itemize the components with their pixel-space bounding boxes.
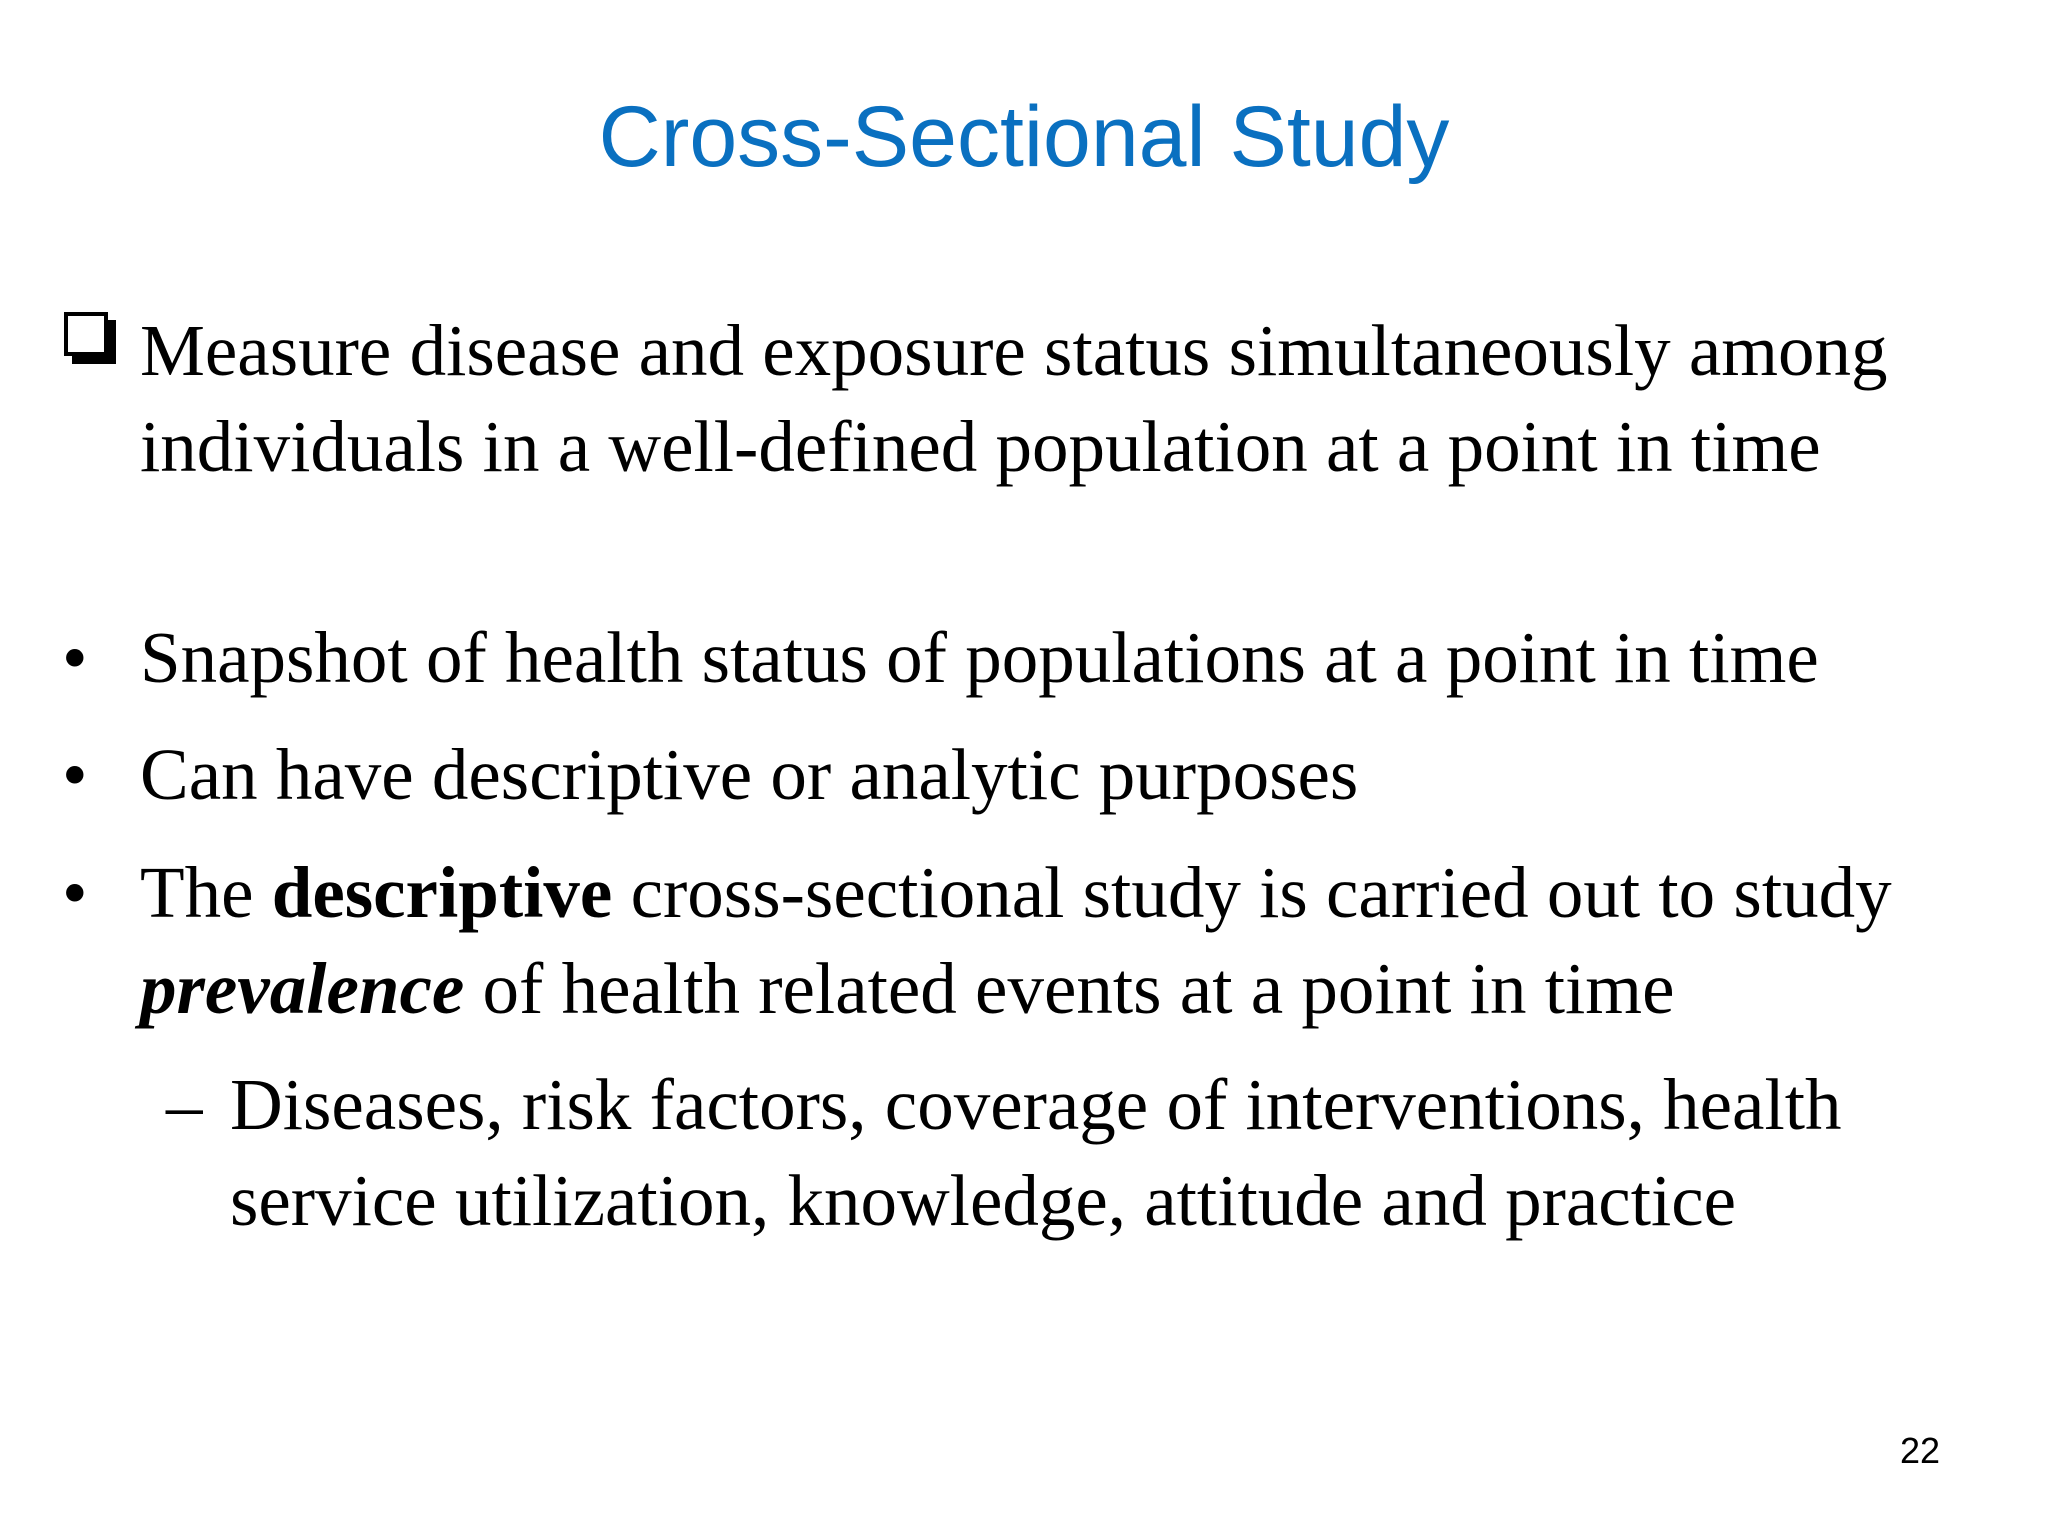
page-number: 22: [1899, 1430, 1940, 1471]
bullet-2-text: Can have descriptive or analytic purposes: [140, 734, 1359, 815]
bullet-3-emphasis-prevalence: prevalence: [140, 948, 465, 1029]
bullet-3-part-3: cross-sectional study is carried out to study: [612, 852, 1892, 933]
bullet-3-text: [140, 845, 2020, 1037]
sub-bullet-1-text: Diseases, risk factors, coverage of interventions, health service utilization, knowledge, attitude and practice: [230, 1064, 1842, 1241]
bullet-marker-3: •: [62, 852, 88, 933]
main-point-text: Measure disease and exposure status simultaneously among individuals in a well-defined population at a point in time: [140, 310, 1888, 487]
bullet-marker-2: •: [62, 734, 88, 815]
slide-title: Cross-Sectional Study: [598, 89, 1450, 185]
bullet-3-part-1: The: [140, 852, 272, 933]
bullet-marker-1: •: [62, 617, 88, 698]
bullet-3-emphasis-descriptive: descriptive: [271, 852, 613, 933]
bullet-3-part-5: of health related events at a point in time: [464, 948, 1675, 1029]
bullet-1-text: Snapshot of health status of populations at a point in time: [140, 617, 1819, 698]
checkbox-bullet-icon: [64, 312, 116, 364]
sub-bullet-marker-1: –: [166, 1064, 203, 1145]
checkbox-shadow-bottom: [72, 356, 116, 364]
checkbox-frame: [64, 312, 108, 356]
